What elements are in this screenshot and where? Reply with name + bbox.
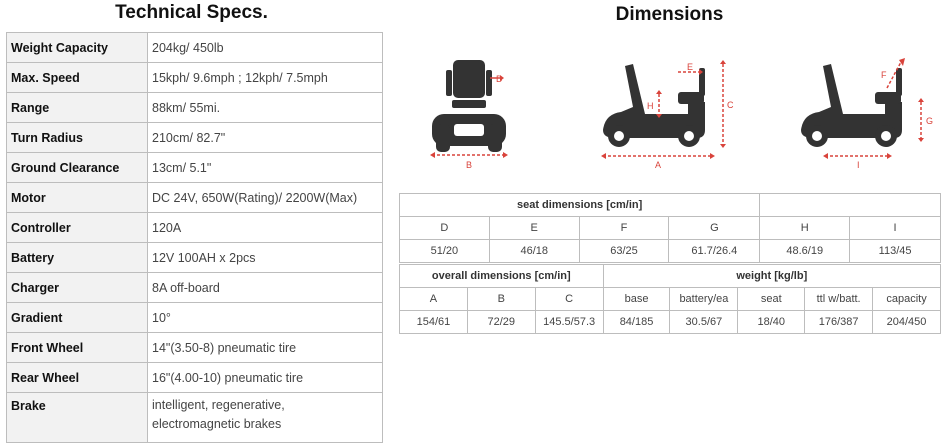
spec-key: Controller bbox=[7, 213, 148, 243]
spec-row bbox=[7, 303, 383, 333]
spec-row bbox=[7, 273, 383, 303]
spec-row bbox=[7, 123, 383, 153]
seat-value-cell: 51/20 bbox=[400, 240, 490, 263]
spec-key: Front Wheel bbox=[7, 333, 148, 363]
spec-key: Max. Speed bbox=[7, 63, 148, 93]
spec-row bbox=[7, 333, 383, 363]
weight-value-cell: 30.5/67 bbox=[670, 311, 738, 334]
spec-key: Rear Wheel bbox=[7, 363, 148, 393]
seat-label-cell: I bbox=[850, 217, 941, 240]
spec-key: Range bbox=[7, 93, 148, 123]
label-d: D bbox=[496, 74, 503, 84]
label-a: A bbox=[655, 160, 662, 170]
spec-value: 12V 100AH x 2pcs bbox=[148, 243, 383, 273]
overall-value-cell: 154/61 bbox=[400, 311, 468, 334]
spec-value: 14"(3.50-8) pneumatic tire bbox=[148, 333, 383, 363]
spec-row bbox=[7, 243, 383, 273]
empty-header-cell bbox=[760, 194, 941, 217]
spec-value: 88km/ 55mi. bbox=[148, 93, 383, 123]
overall-label-cell: C bbox=[535, 288, 603, 311]
spec-row bbox=[7, 63, 383, 93]
seat-label-cell: H bbox=[760, 217, 850, 240]
seat-label-cell: G bbox=[669, 217, 760, 240]
spec-key: Battery bbox=[7, 243, 148, 273]
label-g: G bbox=[926, 116, 934, 126]
weight-label-cell: seat bbox=[738, 288, 805, 311]
label-f: F bbox=[881, 70, 887, 80]
weight-label-cell: battery/ea bbox=[670, 288, 738, 311]
table-row bbox=[400, 217, 941, 240]
seat-label-cell: E bbox=[489, 217, 579, 240]
seat-value-cell: 61.7/26.4 bbox=[669, 240, 760, 263]
spec-key: Ground Clearance bbox=[7, 153, 148, 183]
spec-key: Gradient bbox=[7, 303, 148, 333]
overall-dimensions-header: overall dimensions [cm/in] bbox=[400, 265, 604, 288]
table-row bbox=[400, 194, 941, 217]
weight-value-cell: 84/185 bbox=[603, 311, 670, 334]
scooter-seat-view-illustration bbox=[795, 52, 940, 172]
spec-row bbox=[7, 393, 383, 443]
spec-value: 15kph/ 9.6mph ; 12kph/ 7.5mph bbox=[148, 63, 383, 93]
overall-label-cell: A bbox=[400, 288, 468, 311]
table-row bbox=[400, 288, 941, 311]
spec-value: 10° bbox=[148, 303, 383, 333]
spec-row bbox=[7, 33, 383, 63]
spec-key: Charger bbox=[7, 273, 148, 303]
weight-label-cell: ttl w/batt. bbox=[805, 288, 873, 311]
scooter-front-view-illustration bbox=[420, 52, 520, 172]
seat-value-cell: 63/25 bbox=[579, 240, 669, 263]
spec-value-line: electromagnetic brakes bbox=[152, 417, 282, 431]
overall-value-cell: 145.5/57.3 bbox=[535, 311, 603, 334]
seat-value-cell: 113/45 bbox=[850, 240, 941, 263]
weight-value-cell: 204/450 bbox=[873, 311, 941, 334]
label-i: I bbox=[857, 160, 860, 170]
spec-value: 204kg/ 450lb bbox=[148, 33, 383, 63]
label-b: B bbox=[466, 160, 473, 170]
spec-key: Weight Capacity bbox=[7, 33, 148, 63]
weight-label-cell: capacity bbox=[873, 288, 941, 311]
spec-value: 13cm/ 5.1" bbox=[148, 153, 383, 183]
spec-value bbox=[148, 393, 383, 443]
seat-dimensions-header: seat dimensions [cm/in] bbox=[400, 194, 760, 217]
spec-row bbox=[7, 153, 383, 183]
spec-row bbox=[7, 93, 383, 123]
seat-dimensions-table bbox=[399, 193, 941, 263]
specs-table bbox=[6, 32, 383, 443]
weight-value-cell: 18/40 bbox=[738, 311, 805, 334]
overall-weight-table bbox=[399, 264, 941, 334]
label-c: C bbox=[727, 100, 734, 110]
spec-value: 120A bbox=[148, 213, 383, 243]
seat-value-cell: 46/18 bbox=[489, 240, 579, 263]
spec-value: 16"(4.00-10) pneumatic tire bbox=[148, 363, 383, 393]
overall-label-cell: B bbox=[467, 288, 535, 311]
spec-value: DC 24V, 650W(Rating)/ 2200W(Max) bbox=[148, 183, 383, 213]
spec-value: 210cm/ 82.7" bbox=[148, 123, 383, 153]
specs-title: Technical Specs. bbox=[115, 2, 268, 23]
weight-value-cell: 176/387 bbox=[805, 311, 873, 334]
overall-value-cell: 72/29 bbox=[467, 311, 535, 334]
table-row bbox=[400, 311, 941, 334]
label-e: E bbox=[687, 62, 694, 72]
spec-key: Turn Radius bbox=[7, 123, 148, 153]
seat-value-cell: 48.6/19 bbox=[760, 240, 850, 263]
dimensions-title: Dimensions bbox=[615, 4, 724, 25]
seat-label-cell: F bbox=[579, 217, 669, 240]
spec-key: Brake bbox=[7, 393, 148, 443]
table-row bbox=[400, 240, 941, 263]
weight-label-cell: base bbox=[603, 288, 670, 311]
seat-label-cell: D bbox=[400, 217, 490, 240]
spec-row bbox=[7, 183, 383, 213]
scooter-side-view-illustration bbox=[593, 52, 743, 172]
table-row bbox=[400, 265, 941, 288]
spec-key: Motor bbox=[7, 183, 148, 213]
weight-header: weight [kg/lb] bbox=[603, 265, 940, 288]
spec-value: 8A off-board bbox=[148, 273, 383, 303]
spec-row bbox=[7, 363, 383, 393]
spec-row bbox=[7, 213, 383, 243]
spec-value-line: intelligent, regenerative, bbox=[152, 398, 285, 412]
label-h: H bbox=[647, 101, 654, 111]
